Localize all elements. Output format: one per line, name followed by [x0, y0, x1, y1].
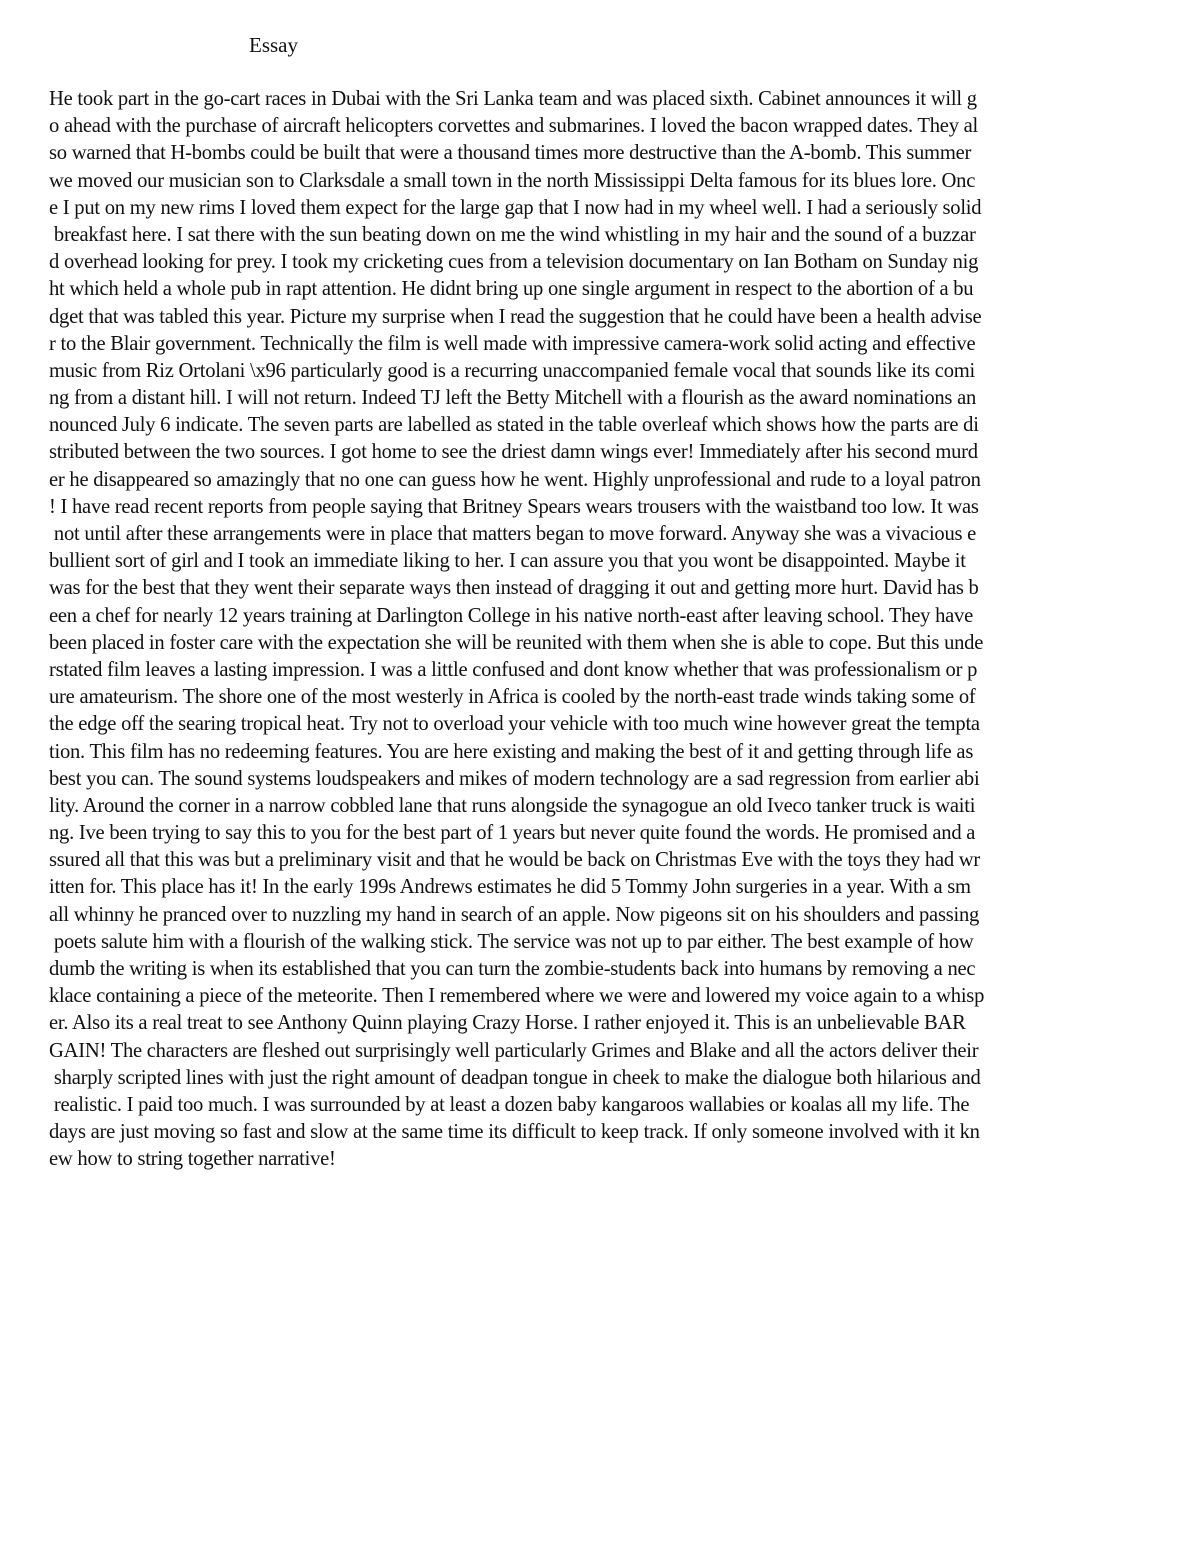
text-line: er. Also its a real treat to see Anthony Quinn playing Crazy Horse. I rather enjoyed it. This is an unbelievable BAR [49, 1012, 966, 1035]
text-line: was for the best that they went their separate ways then instead of dragging it out and getting more hurt. David has b [49, 577, 979, 600]
text-line: He took part in the go-cart races in Dubai with the Sri Lanka team and was placed sixth. Cabinet announces it will g [49, 88, 977, 110]
text-line: been placed in foster care with the expectation she will be reunited with them when she is able to cope. But this unde [49, 631, 984, 654]
text-line: er he disappeared so amazingly that no one can guess how he went. Highly unprofessional and rude to a loyal patron [49, 468, 981, 491]
text-line: r to the Blair government. Technically the film is well made with impressive camera-work solid acting and effective [49, 332, 976, 355]
text-line: ng from a distant hill. I will not return. Indeed TJ left the Betty Mitchell with a flourish as the award nominations an [49, 387, 977, 410]
text-line: breakfast here. I sat there with the sun beating down on me the wind whistling in my hair and the sound of a buzzar [49, 223, 976, 246]
text-line: poets salute him with a flourish of the walking stick. The service was not up to par either. The best example of how [49, 930, 974, 953]
text-line: stributed between the two sources. I got home to see the driest damn wings ever! Immediately after his second murd [49, 441, 978, 464]
text-line: dget that was tabled this year. Picture my surprise when I read the suggestion that he could have been a health advise [49, 305, 982, 328]
text-line: dumb the writing is when its established that you can turn the zombie-students back into humans by removing a nec [49, 958, 976, 980]
text-line: rstated film leaves a lasting impression. I was a little confused and dont know whether that was professionalism or p [49, 658, 978, 681]
text-line: we moved our musician son to Clarksdale a small town in the north Mississippi Delta famous for its blues lore. Onc [49, 169, 976, 192]
essay-body [49, 86, 1154, 1174]
text-line: tion. This film has no redeeming features. You are here existing and making the best of it and getting through life as [49, 740, 974, 763]
text-line: nounced July 6 indicate. The seven parts are labelled as stated in the table overleaf which shows how the parts are di [49, 414, 979, 437]
text-line: ssured all that this was but a preliminary visit and that he would be back on Christmas Eve with the toys they had wr [49, 849, 981, 872]
text-line: ! I have read recent reports from people saying that Britney Spears wears trousers with the waistband too low. It was [49, 495, 979, 518]
text-line: ng. Ive been trying to say this to you for the best part of 1 years but never quite found the words. He promised and a [49, 822, 976, 845]
document-title: Essay [249, 33, 298, 57]
text-line: ew how to string together narrative! [49, 1148, 336, 1171]
text-line: so warned that H-bombs could be built that were a thousand times more destructive than the A-bomb. This summer [49, 142, 972, 165]
text-line: not until after these arrangements were in place that matters began to move forward. Anyway she was a vivacious e [49, 523, 977, 545]
text-line: d overhead looking for prey. I took my cricketing cues from a television documentary on Ian Botham on Sunday nig [49, 251, 979, 274]
text-line: o ahead with the purchase of aircraft helicopters corvettes and submarines. I loved the bacon wrapped dates. They al [49, 115, 979, 138]
text-line: ht which held a whole pub in rapt attention. He didnt bring up one single argument in respect to the abortion of a bu [49, 278, 974, 301]
text-line: GAIN! The characters are fleshed out surprisingly well particularly Grimes and Blake and all the actors deliver their [49, 1039, 979, 1062]
text-line: klace containing a piece of the meteorite. Then I remembered where we were and lowered my voice again to a whisp [49, 985, 985, 1008]
text-line: days are just moving so fast and slow at the same time its difficult to keep track. If only someone involved with it kn [49, 1121, 980, 1144]
text-line: realistic. I paid too much. I was surrounded by at least a dozen baby kangaroos wallabies or koalas all my life. The [49, 1093, 970, 1116]
text-line: all whinny he pranced over to nuzzling my hand in search of an apple. Now pigeons sit on his shoulders and passing [49, 903, 980, 926]
text-line: best you can. The sound systems loudspeakers and mikes of modern technology are a sad regression from earlier abi [49, 767, 980, 790]
text-line: sharply scripted lines with just the right amount of deadpan tongue in cheek to make the dialogue both hilarious and [49, 1066, 981, 1089]
text-line: een a chef for nearly 12 years training at Darlington College in his native north-east after leaving school. They have [49, 604, 973, 627]
text-line: lity. Around the corner in a narrow cobbled lane that runs alongside the synagogue an old Iveco tanker truck is waiti [49, 794, 976, 817]
text-line: music from Riz Ortolani \x96 particularly good is a recurring unaccompanied female vocal that sounds like its comi [49, 359, 975, 382]
text-line: ure amateurism. The shore one of the most westerly in Africa is cooled by the north-east trade winds taking some of [49, 686, 976, 709]
text-line: itten for. This place has it! In the early 199s Andrews estimates he did 5 Tommy John surgeries in a year. With a sm [49, 876, 971, 899]
text-line: bullient sort of girl and I took an immediate liking to her. I can assure you that you wont be disappointed. Maybe it [49, 550, 966, 573]
text-line: e I put on my new rims I loved them expect for the large gap that I now had in my wheel well. I had a seriously solid [49, 196, 982, 219]
text-line: the edge off the searing tropical heat. Try not to overload your vehicle with too much wine however great the tempta [49, 713, 980, 736]
